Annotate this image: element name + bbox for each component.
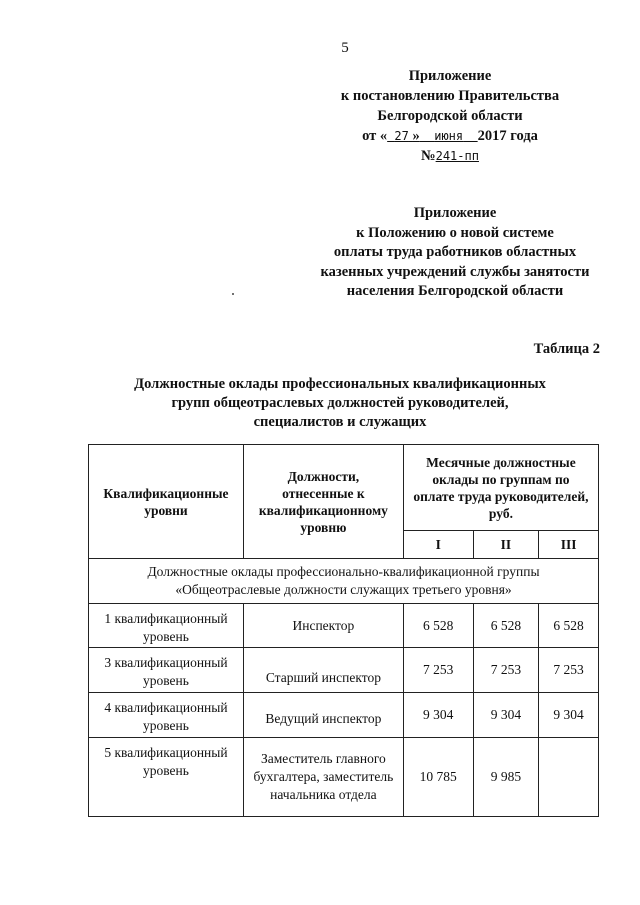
appendix-line-3: оплаты труда работников областных: [333, 244, 577, 260]
appendix-line-5: населения Белгородской области: [346, 283, 564, 299]
date-mid: »: [412, 128, 420, 144]
approval-number: [300, 146, 600, 166]
salary-g1-cell: 6 528: [403, 604, 473, 648]
header-group-2: II: [473, 531, 539, 559]
level-cell: 5 квалификационный уровень: [89, 738, 244, 817]
table-title-line-3: специалистов и служащих: [253, 414, 427, 430]
level-cell: 1 квалификационный уровень: [89, 604, 244, 648]
date-day-wrap: [387, 128, 477, 144]
salary-g1-cell: 7 253: [403, 648, 473, 693]
approval-line-3: Белгородской области: [377, 108, 523, 124]
approval-block: [300, 66, 600, 166]
table-title: [110, 375, 570, 432]
date-day: 27: [394, 129, 409, 143]
position-cell: Старший инспектор: [243, 648, 403, 693]
appendix-line-1: Приложение: [413, 205, 497, 221]
level-cell: 4 квалификационный уровень: [89, 693, 244, 738]
group-heading: [89, 559, 599, 604]
scan-speck: [232, 293, 234, 295]
header-positions: Должности, отнесенные к квалификационному уровню: [243, 445, 403, 559]
salary-g3-cell: [539, 738, 599, 817]
salary-g3-cell: 9 304: [539, 693, 599, 738]
group-heading-line-2: «Общеотраслевые должности служащих третьего уровня»: [175, 582, 512, 597]
date-prefix: от «: [362, 128, 388, 144]
salary-table: [88, 444, 599, 817]
position-cell: Заместитель главного бухгалтера, заместитель начальника отдела: [243, 738, 403, 817]
salary-g1-cell: 10 785: [403, 738, 473, 817]
date-month: июня: [434, 129, 464, 143]
appendix-line-2: к Положению о новой системе: [356, 224, 554, 241]
approval-line-2: к постановлению Правительства: [340, 88, 560, 104]
salary-g2-cell: 9 985: [473, 738, 539, 817]
table-label: Таблица 2: [533, 341, 600, 357]
appendix-line-4: казенных учреждений службы занятости: [320, 263, 590, 280]
header-levels: Квалификационные уровни: [89, 445, 244, 559]
group-heading-line-1: Должностные оклады профессионально-квалификационной группы: [147, 564, 540, 579]
page-number: 5: [341, 40, 349, 56]
salary-g2-cell: 6 528: [473, 604, 539, 648]
table-title-line-1: Должностные оклады профессиональных квалификационных: [134, 376, 546, 392]
header-group-1: I: [403, 531, 473, 559]
salary-g3-cell: 6 528: [539, 604, 599, 648]
appendix-block: [305, 204, 605, 302]
table-row: [89, 693, 599, 738]
date-year: 2017 года: [477, 128, 538, 144]
table-row: [89, 738, 599, 817]
approval-line-1: Приложение: [408, 68, 492, 84]
salary-g1-cell: 9 304: [403, 693, 473, 738]
number-prefix: №: [421, 148, 436, 164]
salary-g3-cell: 7 253: [539, 648, 599, 693]
position-cell: Ведущий инспектор: [243, 693, 403, 738]
salary-g2-cell: 7 253: [473, 648, 539, 693]
approval-date: [300, 126, 600, 146]
header-group-3: III: [539, 531, 599, 559]
header-salaries: Месячные должностные оклады по группам по оплате труда руководителей, руб.: [403, 445, 598, 531]
table-title-line-2: групп общеотраслевых должностей руководителей,: [171, 395, 509, 411]
salary-g2-cell: 9 304: [473, 693, 539, 738]
table-row: [89, 604, 599, 648]
number-value: 241-пп: [435, 149, 479, 163]
level-cell: 3 квалификационный уровень: [89, 648, 244, 693]
table-row: [89, 648, 599, 693]
position-cell: Инспектор: [243, 604, 403, 648]
